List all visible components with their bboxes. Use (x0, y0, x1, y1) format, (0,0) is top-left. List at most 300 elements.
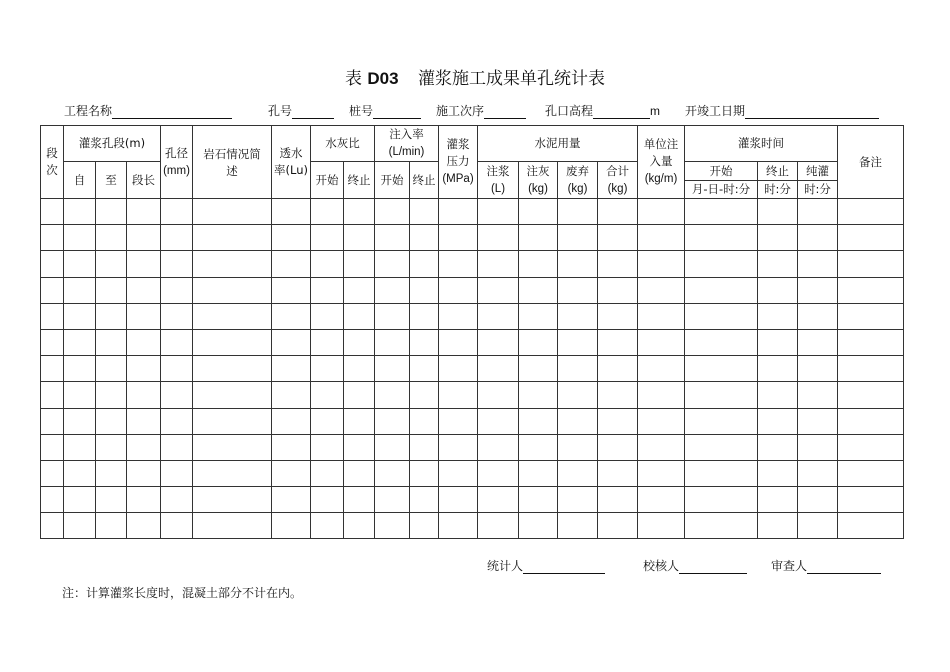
table-cell[interactable] (96, 329, 127, 355)
table-cell[interactable] (558, 329, 598, 355)
table-cell[interactable] (272, 487, 311, 513)
header-diameter: 孔径 (mm) (161, 126, 193, 199)
table-cell[interactable] (519, 277, 558, 303)
table-cell[interactable] (410, 460, 439, 486)
table-cell[interactable] (64, 225, 96, 251)
table-cell[interactable] (96, 382, 127, 408)
table-cell[interactable] (685, 382, 758, 408)
table-cell[interactable] (558, 487, 598, 513)
table-cell[interactable] (685, 251, 758, 277)
table-cell[interactable] (838, 329, 904, 355)
table-cell[interactable] (161, 356, 193, 382)
hole-number-blank[interactable] (292, 105, 334, 119)
table-cell[interactable] (375, 434, 410, 460)
table-cell[interactable] (344, 329, 375, 355)
table-cell[interactable] (638, 251, 685, 277)
table-cell[interactable] (758, 277, 798, 303)
table-cell[interactable] (838, 251, 904, 277)
table-cell[interactable] (519, 434, 558, 460)
table-cell[interactable] (344, 199, 375, 225)
table-cell[interactable] (344, 487, 375, 513)
table-cell[interactable] (638, 460, 685, 486)
table-cell[interactable] (193, 460, 272, 486)
table-cell[interactable] (558, 199, 598, 225)
table-cell[interactable] (161, 225, 193, 251)
table-cell[interactable] (272, 408, 311, 434)
table-cell[interactable] (41, 251, 64, 277)
table-cell[interactable] (798, 303, 838, 329)
table-cell[interactable] (558, 382, 598, 408)
table-cell[interactable] (838, 356, 904, 382)
table-cell[interactable] (478, 225, 519, 251)
table-cell[interactable] (838, 487, 904, 513)
table-cell[interactable] (478, 329, 519, 355)
table-cell[interactable] (311, 251, 344, 277)
table-cell[interactable] (798, 382, 838, 408)
hole-elevation-blank[interactable] (593, 105, 650, 119)
table-cell[interactable] (410, 513, 439, 539)
table-cell[interactable] (598, 382, 638, 408)
table-cell[interactable] (272, 199, 311, 225)
table-cell[interactable] (410, 408, 439, 434)
table-cell[interactable] (439, 487, 478, 513)
table-cell[interactable] (685, 277, 758, 303)
table-cell[interactable] (410, 225, 439, 251)
table-cell[interactable] (41, 225, 64, 251)
table-cell[interactable] (193, 251, 272, 277)
table-cell[interactable] (344, 303, 375, 329)
table-cell[interactable] (344, 460, 375, 486)
table-cell[interactable] (311, 434, 344, 460)
table-cell[interactable] (375, 199, 410, 225)
table-cell[interactable] (798, 513, 838, 539)
table-cell[interactable] (193, 356, 272, 382)
title-text: 灌浆施工成果单孔统计表 (418, 69, 605, 89)
table-cell[interactable] (311, 513, 344, 539)
table-cell[interactable] (96, 487, 127, 513)
table-cell[interactable] (127, 408, 161, 434)
table-cell[interactable] (685, 356, 758, 382)
table-cell[interactable] (598, 251, 638, 277)
page-title (0, 64, 950, 89)
table-cell[interactable] (41, 513, 64, 539)
table-cell[interactable] (375, 487, 410, 513)
table-cell[interactable] (519, 356, 558, 382)
table-cell[interactable] (193, 408, 272, 434)
table-cell[interactable] (798, 487, 838, 513)
table-cell[interactable] (798, 277, 838, 303)
table-cell[interactable] (439, 329, 478, 355)
table-cell[interactable] (478, 251, 519, 277)
table-cell[interactable] (638, 382, 685, 408)
table-cell[interactable] (161, 434, 193, 460)
hole-elevation-field (545, 102, 660, 119)
table-cell[interactable] (127, 329, 161, 355)
table-cell[interactable] (311, 487, 344, 513)
table-cell[interactable] (838, 460, 904, 486)
table-cell[interactable] (64, 460, 96, 486)
table-cell[interactable] (685, 303, 758, 329)
table-cell[interactable] (375, 356, 410, 382)
table-cell[interactable] (439, 408, 478, 434)
table-cell[interactable] (798, 408, 838, 434)
table-cell[interactable] (311, 329, 344, 355)
table-cell[interactable] (64, 434, 96, 460)
table-cell[interactable] (478, 513, 519, 539)
table-cell[interactable] (410, 434, 439, 460)
table-cell[interactable] (798, 356, 838, 382)
table-cell[interactable] (96, 408, 127, 434)
table-cell[interactable] (96, 434, 127, 460)
table-cell[interactable] (161, 487, 193, 513)
table-cell[interactable] (161, 251, 193, 277)
table-cell[interactable] (685, 408, 758, 434)
table-cell[interactable] (798, 251, 838, 277)
table-cell[interactable] (96, 513, 127, 539)
table-cell[interactable] (798, 225, 838, 251)
table-cell[interactable] (193, 513, 272, 539)
table-cell[interactable] (96, 199, 127, 225)
table-cell[interactable] (375, 251, 410, 277)
table-cell[interactable] (127, 303, 161, 329)
header-cement-slurry: 注浆 (L) (478, 162, 519, 199)
table-cell[interactable] (478, 356, 519, 382)
table-cell[interactable] (558, 434, 598, 460)
table-cell[interactable] (758, 513, 798, 539)
table-cell[interactable] (311, 460, 344, 486)
table-cell[interactable] (758, 225, 798, 251)
table-cell[interactable] (638, 277, 685, 303)
statistician-blank[interactable] (523, 560, 605, 574)
table-cell[interactable] (127, 225, 161, 251)
table-cell[interactable] (127, 251, 161, 277)
table-cell[interactable] (64, 382, 96, 408)
table-cell[interactable] (193, 303, 272, 329)
table-cell[interactable] (798, 460, 838, 486)
table-cell[interactable] (685, 329, 758, 355)
table-cell[interactable] (758, 329, 798, 355)
table-cell[interactable] (41, 460, 64, 486)
table-cell[interactable] (685, 487, 758, 513)
table-cell[interactable] (598, 277, 638, 303)
table-cell[interactable] (558, 513, 598, 539)
table-cell[interactable] (638, 329, 685, 355)
table-cell[interactable] (638, 513, 685, 539)
table-cell[interactable] (41, 408, 64, 434)
table-cell[interactable] (344, 277, 375, 303)
table-cell[interactable] (758, 487, 798, 513)
table-cell[interactable] (478, 382, 519, 408)
table-cell[interactable] (758, 408, 798, 434)
table-cell[interactable] (598, 487, 638, 513)
table-cell[interactable] (798, 329, 838, 355)
table-cell[interactable] (375, 303, 410, 329)
table-cell[interactable] (272, 277, 311, 303)
table-cell[interactable] (127, 487, 161, 513)
table-cell[interactable] (375, 329, 410, 355)
table-cell[interactable] (685, 434, 758, 460)
table-cell[interactable] (64, 251, 96, 277)
table-cell[interactable] (375, 225, 410, 251)
table-cell[interactable] (558, 277, 598, 303)
table-cell[interactable] (375, 382, 410, 408)
table-cell[interactable] (161, 460, 193, 486)
table-cell[interactable] (638, 408, 685, 434)
table-cell[interactable] (478, 460, 519, 486)
table-cell[interactable] (410, 382, 439, 408)
table-cell[interactable] (685, 225, 758, 251)
table-cell[interactable] (311, 225, 344, 251)
table-cell[interactable] (519, 225, 558, 251)
table-cell[interactable] (311, 408, 344, 434)
table-cell[interactable] (375, 513, 410, 539)
table-cell[interactable] (410, 329, 439, 355)
table-cell[interactable] (558, 408, 598, 434)
table-cell[interactable] (519, 487, 558, 513)
table-cell[interactable] (519, 408, 558, 434)
table-cell[interactable] (410, 277, 439, 303)
table-cell[interactable] (41, 329, 64, 355)
table-cell[interactable] (272, 303, 311, 329)
table-cell[interactable] (598, 434, 638, 460)
table-cell[interactable] (439, 225, 478, 251)
table-cell[interactable] (638, 199, 685, 225)
table-cell[interactable] (638, 434, 685, 460)
table-cell[interactable] (685, 460, 758, 486)
table-cell[interactable] (439, 199, 478, 225)
table-cell[interactable] (127, 277, 161, 303)
table-cell[interactable] (478, 199, 519, 225)
table-cell[interactable] (758, 460, 798, 486)
table-cell[interactable] (161, 382, 193, 408)
table-cell[interactable] (272, 513, 311, 539)
table-cell[interactable] (96, 460, 127, 486)
table-cell[interactable] (64, 199, 96, 225)
table-cell[interactable] (519, 382, 558, 408)
table-cell[interactable] (410, 199, 439, 225)
checker-blank[interactable] (679, 560, 747, 574)
table-cell[interactable] (558, 460, 598, 486)
table-cell[interactable] (64, 356, 96, 382)
table-cell[interactable] (344, 513, 375, 539)
table-cell[interactable] (127, 460, 161, 486)
reviewer-field (771, 557, 881, 574)
table-cell[interactable] (96, 303, 127, 329)
table-cell[interactable] (638, 303, 685, 329)
footnote: 注：计算灌浆长度时，混凝土部分不计在内。 (62, 586, 303, 600)
table-cell[interactable] (127, 199, 161, 225)
table-cell[interactable] (758, 199, 798, 225)
table-cell[interactable] (598, 225, 638, 251)
table-cell[interactable] (838, 277, 904, 303)
reviewer-label: 审查人 (771, 559, 808, 573)
table-cell[interactable] (478, 408, 519, 434)
table-cell[interactable] (758, 356, 798, 382)
table-cell[interactable] (64, 277, 96, 303)
table-cell[interactable] (838, 199, 904, 225)
table-cell[interactable] (161, 408, 193, 434)
table-cell[interactable] (519, 460, 558, 486)
table-cell[interactable] (272, 225, 311, 251)
table-cell[interactable] (272, 251, 311, 277)
table-cell[interactable] (598, 303, 638, 329)
table-cell[interactable] (272, 460, 311, 486)
table-cell[interactable] (64, 303, 96, 329)
header-time-start: 开始 (685, 162, 758, 181)
table-cell[interactable] (41, 277, 64, 303)
table-cell[interactable] (272, 434, 311, 460)
table-cell[interactable] (344, 408, 375, 434)
table-cell[interactable] (311, 303, 344, 329)
table-cell[interactable] (410, 487, 439, 513)
table-cell[interactable] (193, 277, 272, 303)
table-cell[interactable] (161, 199, 193, 225)
table-cell[interactable] (838, 408, 904, 434)
table-cell[interactable] (410, 356, 439, 382)
table-cell[interactable] (344, 251, 375, 277)
table-cell[interactable] (439, 382, 478, 408)
table-cell[interactable] (838, 303, 904, 329)
table-cell[interactable] (96, 356, 127, 382)
table-cell[interactable] (838, 382, 904, 408)
table-cell[interactable] (193, 329, 272, 355)
table-cell[interactable] (41, 434, 64, 460)
table-cell[interactable] (558, 251, 598, 277)
table-cell[interactable] (838, 513, 904, 539)
table-cell[interactable] (838, 434, 904, 460)
table-cell[interactable] (161, 329, 193, 355)
table-cell[interactable] (519, 513, 558, 539)
table-cell[interactable] (64, 513, 96, 539)
table-cell[interactable] (478, 434, 519, 460)
table-cell[interactable] (41, 199, 64, 225)
table-cell[interactable] (478, 277, 519, 303)
table-cell[interactable] (758, 303, 798, 329)
table-cell[interactable] (96, 251, 127, 277)
dates-blank[interactable] (745, 105, 879, 119)
table-cell[interactable] (798, 199, 838, 225)
table-cell[interactable] (41, 356, 64, 382)
table-cell[interactable] (193, 487, 272, 513)
table-cell[interactable] (41, 382, 64, 408)
table-cell[interactable] (344, 434, 375, 460)
table-cell[interactable] (478, 487, 519, 513)
construction-order-blank[interactable] (484, 105, 526, 119)
table-cell[interactable] (798, 434, 838, 460)
header-cement-usage: 水泥用量 (478, 126, 638, 162)
project-name-field (64, 102, 232, 119)
table-cell[interactable] (311, 277, 344, 303)
reviewer-blank[interactable] (807, 560, 881, 574)
table-cell[interactable] (685, 513, 758, 539)
table-cell[interactable] (193, 434, 272, 460)
table-cell[interactable] (64, 408, 96, 434)
construction-order-field (436, 102, 526, 119)
table-cell[interactable] (558, 225, 598, 251)
table-cell[interactable] (598, 408, 638, 434)
table-cell[interactable] (558, 356, 598, 382)
table-cell[interactable] (410, 303, 439, 329)
header-segment: 段 次 (41, 126, 64, 199)
table-cell[interactable] (375, 408, 410, 434)
table-cell[interactable] (193, 199, 272, 225)
table-cell[interactable] (439, 277, 478, 303)
table-cell[interactable] (375, 277, 410, 303)
table-cell[interactable] (478, 303, 519, 329)
header-time-pure-format: 时:分 (798, 181, 838, 199)
header-wc-start: 开始 (311, 162, 344, 199)
table-cell[interactable] (375, 460, 410, 486)
table-cell[interactable] (96, 277, 127, 303)
table-cell[interactable] (272, 382, 311, 408)
table-cell[interactable] (344, 382, 375, 408)
table-cell[interactable] (311, 356, 344, 382)
table-cell[interactable] (638, 356, 685, 382)
table-cell[interactable] (598, 460, 638, 486)
table-cell[interactable] (439, 513, 478, 539)
table-cell[interactable] (127, 513, 161, 539)
table-cell[interactable] (439, 303, 478, 329)
table-cell[interactable] (519, 251, 558, 277)
table-cell[interactable] (311, 382, 344, 408)
table-cell[interactable] (41, 487, 64, 513)
table-cell[interactable] (598, 513, 638, 539)
table-cell[interactable] (127, 356, 161, 382)
table-cell[interactable] (193, 382, 272, 408)
table-cell[interactable] (272, 356, 311, 382)
table-cell[interactable] (161, 513, 193, 539)
table-row (41, 434, 904, 460)
table-cell[interactable] (41, 303, 64, 329)
table-cell[interactable] (96, 225, 127, 251)
table-cell[interactable] (311, 199, 344, 225)
table-cell[interactable] (439, 251, 478, 277)
table-cell[interactable] (410, 251, 439, 277)
table-cell[interactable] (598, 356, 638, 382)
table-cell[interactable] (272, 329, 311, 355)
table-cell[interactable] (598, 329, 638, 355)
table-cell[interactable] (439, 460, 478, 486)
table-cell[interactable] (64, 487, 96, 513)
table-cell[interactable] (127, 382, 161, 408)
table-cell[interactable] (519, 199, 558, 225)
station-field (349, 102, 421, 119)
table-cell[interactable] (638, 487, 685, 513)
table-cell[interactable] (758, 434, 798, 460)
table-cell[interactable] (758, 251, 798, 277)
table-cell[interactable] (519, 303, 558, 329)
table-cell[interactable] (161, 277, 193, 303)
table-cell[interactable] (439, 356, 478, 382)
table-cell[interactable] (638, 225, 685, 251)
station-blank[interactable] (373, 105, 421, 119)
table-cell[interactable] (64, 329, 96, 355)
table-cell[interactable] (127, 434, 161, 460)
table-cell[interactable] (685, 199, 758, 225)
table-cell[interactable] (519, 329, 558, 355)
table-cell[interactable] (758, 382, 798, 408)
table-cell[interactable] (598, 199, 638, 225)
table-cell[interactable] (193, 225, 272, 251)
table-cell[interactable] (161, 303, 193, 329)
table-row (41, 356, 904, 382)
table-cell[interactable] (558, 303, 598, 329)
table-cell[interactable] (344, 225, 375, 251)
table-cell[interactable] (838, 225, 904, 251)
project-name-blank[interactable] (112, 105, 232, 119)
table-cell[interactable] (439, 434, 478, 460)
table-cell[interactable] (344, 356, 375, 382)
